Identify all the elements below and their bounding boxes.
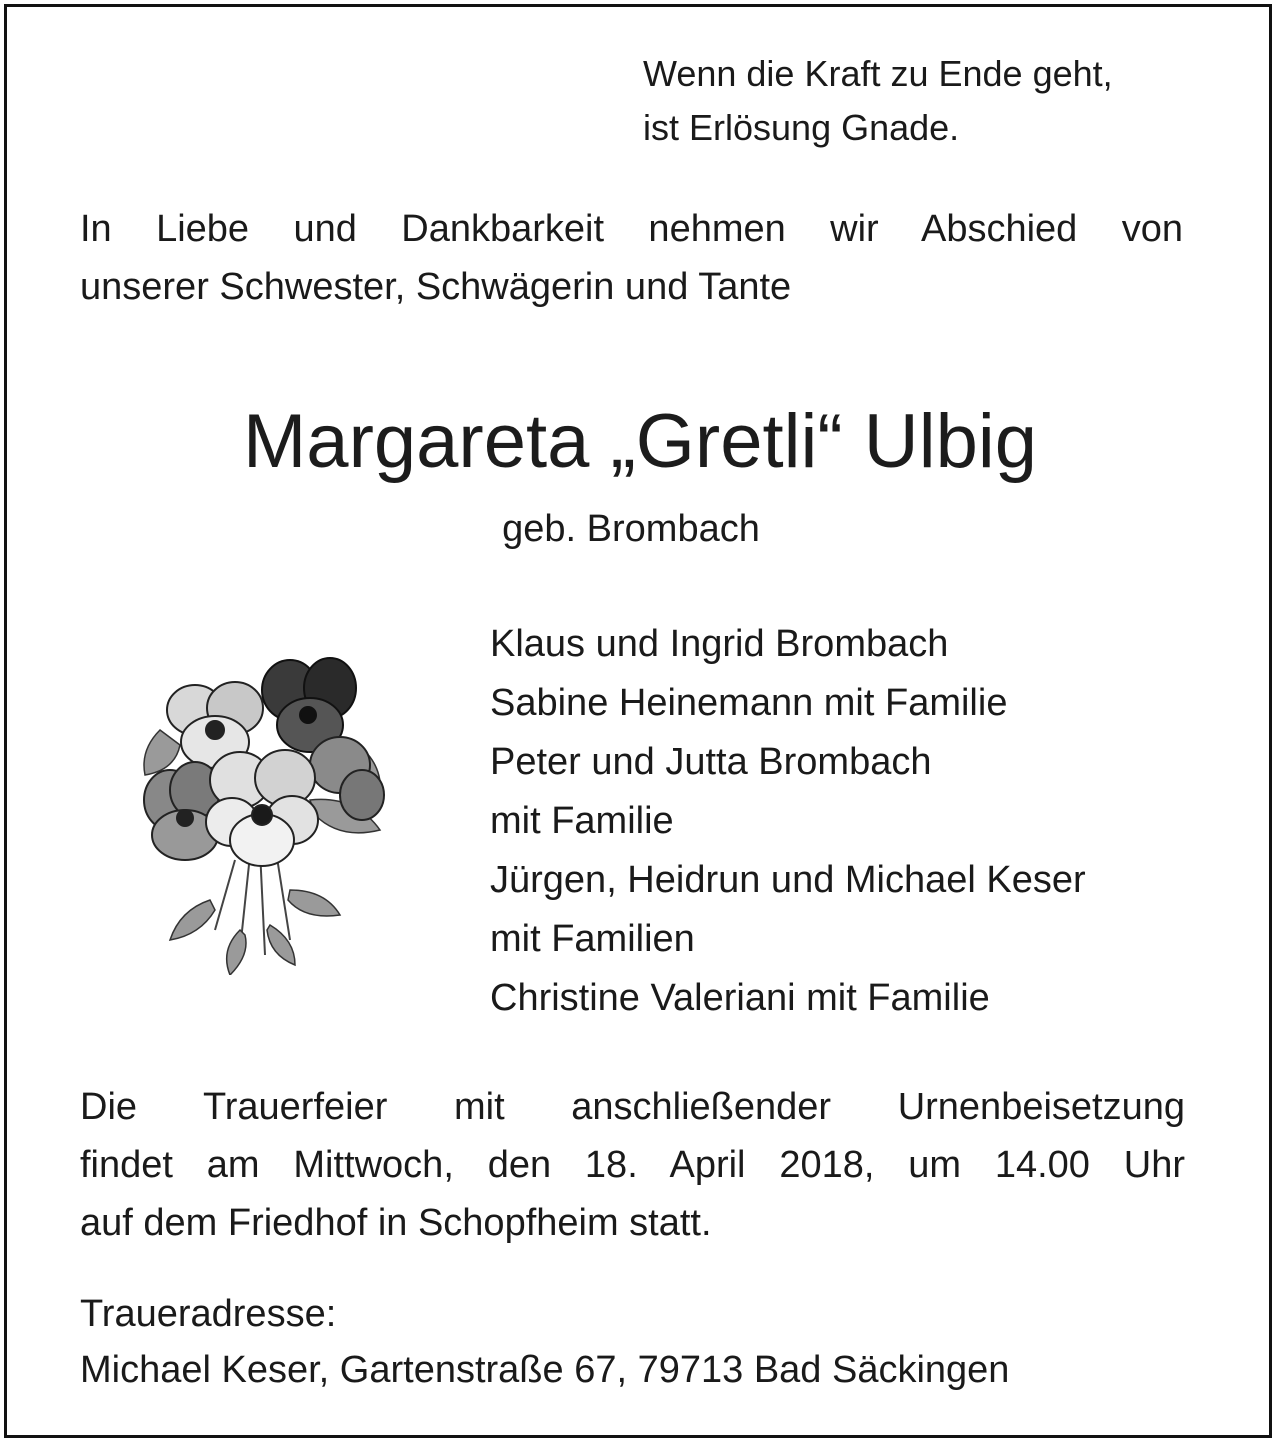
mourner-line: mit Familie — [490, 800, 674, 842]
mourning-address — [80, 1285, 1009, 1397]
mourner-line: mit Familien — [490, 918, 695, 960]
quote-line: ist Erlösung Gnade. — [643, 107, 960, 148]
ceremony-line: Die Trauerfeier mit anschließender Urnenbeisetzung — [80, 1086, 1185, 1128]
pansy-bouquet-icon — [140, 650, 390, 975]
ceremony-line: findet am Mittwoch, den 18. April 2018, um 14.00 Uhr — [80, 1144, 1185, 1186]
address-label: Traueradresse: — [80, 1293, 337, 1335]
mourner-list — [490, 615, 1086, 1028]
mourner-line: Christine Valeriani mit Familie — [490, 977, 990, 1019]
address-value: Michael Keser, Gartenstraße 67, 79713 Bad Säckingen — [80, 1349, 1010, 1391]
quote — [643, 47, 1113, 155]
birth-name: geb. Brombach — [502, 508, 760, 550]
mourner-line: Klaus und Ingrid Brombach — [490, 623, 949, 665]
mourner-line: Peter und Jutta Brombach — [490, 741, 932, 783]
quote-line: Wenn die Kraft zu Ende geht, — [643, 53, 1113, 94]
intro-text — [80, 200, 1183, 316]
intro-line: In Liebe und Dankbarkeit nehmen wir Abschied von — [80, 208, 1183, 250]
intro-line: unserer Schwester, Schwägerin und Tante — [80, 266, 792, 308]
mourner-line: Sabine Heinemann mit Familie — [490, 682, 1008, 724]
ceremony-info — [80, 1078, 1185, 1252]
ceremony-line: auf dem Friedhof in Schopfheim statt. — [80, 1202, 712, 1244]
mourner-line: Jürgen, Heidrun und Michael Keser — [490, 859, 1086, 901]
deceased-name: Margareta „Gretli“ Ulbig — [243, 399, 1037, 484]
